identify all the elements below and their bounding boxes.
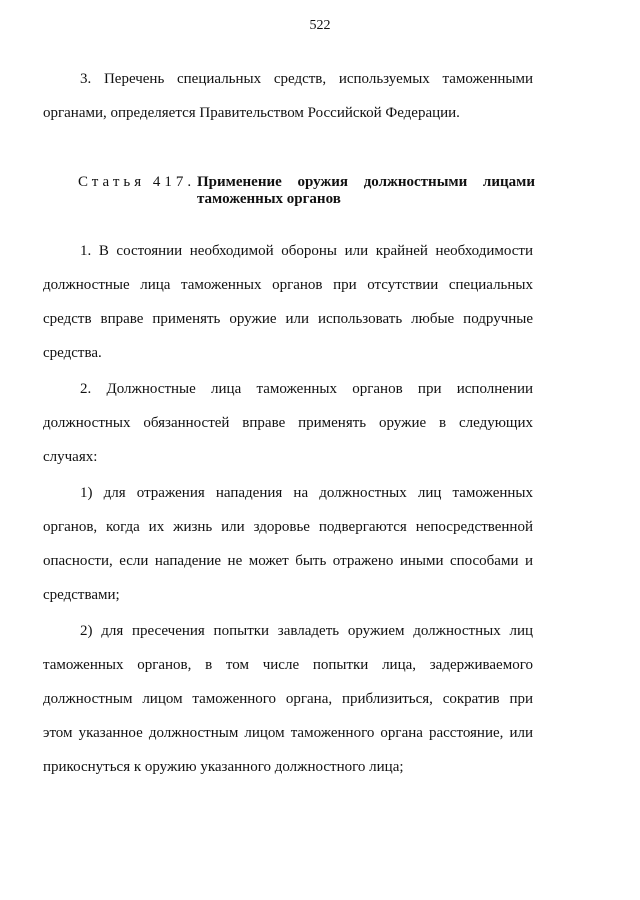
list-item-1: [43, 476, 533, 612]
paragraph-2: [43, 372, 533, 474]
paragraph-line: средства.: [43, 345, 102, 361]
paragraph-line: 3. Перечень специальных средств, используемых таможенными: [80, 71, 533, 87]
page-number: 522: [309, 18, 331, 33]
article-title-line: Применение оружия должностными лицами: [197, 174, 535, 190]
paragraph-line: 2) для пресечения попытки завладеть оружием должностных лиц: [80, 623, 533, 639]
paragraph-line: случаях:: [43, 449, 98, 465]
paragraph-line: таможенных органов, в том числе попытки лица, задерживаемого: [43, 657, 533, 673]
article-title: [197, 174, 535, 208]
paragraph-line: 2. Должностные лица таможенных органов при исполнении: [80, 381, 533, 397]
paragraph-line: опасности, если нападение не может быть отражено иными способами и: [43, 553, 533, 569]
paragraph-3: [43, 62, 533, 130]
paragraph-line: должностных обязанностей вправе применять оружие в следующих: [43, 415, 533, 431]
paragraph-line: должностным лицом таможенного органа, приблизиться, сократив при: [43, 691, 533, 707]
paragraph-line: средствами;: [43, 587, 120, 603]
paragraph-line: прикоснуться к оружию указанного должностного лица;: [43, 759, 404, 775]
article-number: Статья 417.: [78, 174, 196, 190]
paragraph-line: органов, когда их жизнь или здоровье подвергаются непосредственной: [43, 519, 533, 535]
paragraph-line: органами, определяется Правительством Российской Федерации.: [43, 105, 460, 121]
paragraph-line: 1. В состоянии необходимой обороны или крайней необходимости: [80, 243, 533, 259]
article-title-line: таможенных органов: [197, 191, 341, 207]
paragraph-line: 1) для отражения нападения на должностных лиц таможенных: [80, 485, 533, 501]
paragraph-line: этом указанное должностным лицом таможенного органа расстояние, или: [43, 725, 533, 741]
paragraph-line: средств вправе применять оружие или использовать любые подручные: [43, 311, 533, 327]
list-item-2: [43, 614, 533, 784]
paragraph-line: должностные лица таможенных органов при отсутствии специальных: [43, 277, 533, 293]
paragraph-1: [43, 234, 533, 370]
